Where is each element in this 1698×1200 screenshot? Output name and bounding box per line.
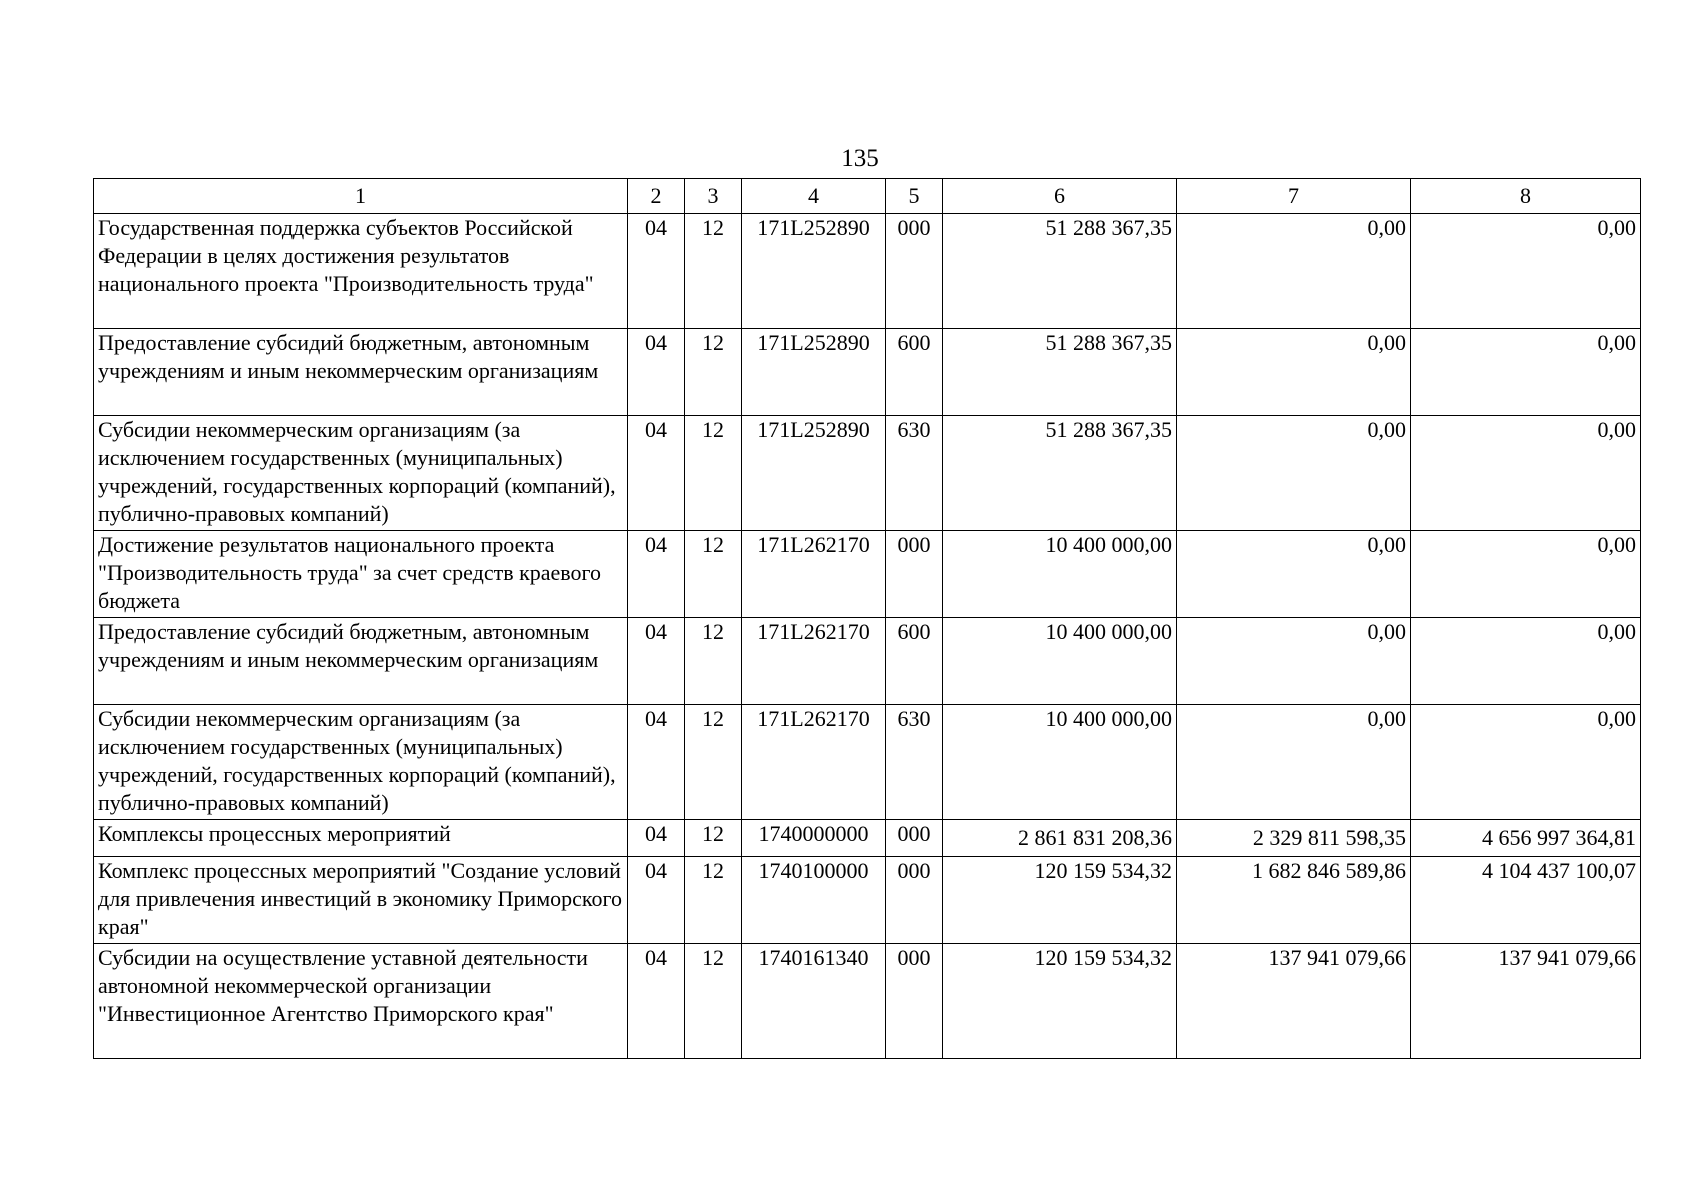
target-article-code: 171L252890 [742, 416, 886, 531]
section-code: 04 [628, 329, 685, 416]
expense-type-code: 600 [886, 329, 943, 416]
amount-col-6: 10 400 000,00 [943, 618, 1177, 705]
row-name: Достижение результатов национального проекта "Производительность труда" за счет средств краевого бюджета [94, 531, 628, 618]
amount-col-6: 10 400 000,00 [943, 531, 1177, 618]
amount-col-8: 0,00 [1411, 531, 1641, 618]
row-name: Комплекс процессных мероприятий "Создание условий для привлечения инвестиций в экономику Приморского края" [94, 857, 628, 944]
budget-table [93, 178, 1641, 1059]
subsection-code: 12 [685, 214, 742, 329]
target-article-code: 171L252890 [742, 329, 886, 416]
amount-col-7: 137 941 079,66 [1177, 944, 1411, 1059]
target-article-code: 1740161340 [742, 944, 886, 1059]
table-row [94, 857, 1641, 944]
row-name: Субсидии некоммерческим организациям (за исключением государственных (муниципальных) учреждений, государственных корпораций (компаний), публично-правовых компаний) [94, 705, 628, 820]
amount-col-8: 137 941 079,66 [1411, 944, 1641, 1059]
amount-col-8: 0,00 [1411, 705, 1641, 820]
amount-col-8: 0,00 [1411, 416, 1641, 531]
target-article-code: 1740100000 [742, 857, 886, 944]
amount-col-6: 120 159 534,32 [943, 857, 1177, 944]
expense-type-code: 000 [886, 944, 943, 1059]
section-code: 04 [628, 214, 685, 329]
section-code: 04 [628, 857, 685, 944]
amount-col-6: 51 288 367,35 [943, 416, 1177, 531]
section-code: 04 [628, 705, 685, 820]
amount-col-7: 0,00 [1177, 705, 1411, 820]
table-row [94, 329, 1641, 416]
table-row [94, 416, 1641, 531]
expense-type-code: 000 [886, 820, 943, 857]
subsection-code: 12 [685, 820, 742, 857]
subsection-code: 12 [685, 531, 742, 618]
expense-type-code: 630 [886, 705, 943, 820]
amount-col-6: 120 159 534,32 [943, 944, 1177, 1059]
section-code: 04 [628, 531, 685, 618]
table-row [94, 214, 1641, 329]
target-article-code: 171L262170 [742, 618, 886, 705]
amount-col-7: 2 329 811 598,35 [1177, 820, 1411, 857]
row-name: Субсидии на осуществление уставной деятельности автономной некоммерческой организации "Инвестиционное Агентство Приморского края" [94, 944, 628, 1059]
amount-col-8: 0,00 [1411, 214, 1641, 329]
subsection-code: 12 [685, 705, 742, 820]
row-name: Предоставление субсидий бюджетным, автономным учреждениям и иным некоммерческим организациям [94, 329, 628, 416]
amount-col-7: 0,00 [1177, 531, 1411, 618]
amount-col-8: 4 656 997 364,81 [1411, 820, 1641, 857]
section-code: 04 [628, 944, 685, 1059]
section-code: 04 [628, 618, 685, 705]
amount-col-6: 51 288 367,35 [943, 329, 1177, 416]
amount-col-6: 2 861 831 208,36 [943, 820, 1177, 857]
table-header-row [94, 179, 1641, 214]
amount-col-6: 51 288 367,35 [943, 214, 1177, 329]
expense-type-code: 000 [886, 214, 943, 329]
expense-type-code: 600 [886, 618, 943, 705]
row-name: Государственная поддержка субъектов Российской Федерации в целях достижения результатов национального проекта "Производительность труда" [94, 214, 628, 329]
amount-col-7: 0,00 [1177, 329, 1411, 416]
amount-col-8: 4 104 437 100,07 [1411, 857, 1641, 944]
column-header: 1 [94, 179, 628, 214]
target-article-code: 171L262170 [742, 705, 886, 820]
column-header: 5 [886, 179, 943, 214]
column-header: 3 [685, 179, 742, 214]
subsection-code: 12 [685, 857, 742, 944]
table-row [94, 618, 1641, 705]
column-header: 8 [1411, 179, 1641, 214]
row-name: Предоставление субсидий бюджетным, автономным учреждениям и иным некоммерческим организациям [94, 618, 628, 705]
amount-col-8: 0,00 [1411, 329, 1641, 416]
subsection-code: 12 [685, 329, 742, 416]
target-article-code: 171L262170 [742, 531, 886, 618]
table-row [94, 820, 1641, 857]
column-header: 6 [943, 179, 1177, 214]
section-code: 04 [628, 416, 685, 531]
target-article-code: 171L252890 [742, 214, 886, 329]
table-row [94, 705, 1641, 820]
amount-col-6: 10 400 000,00 [943, 705, 1177, 820]
column-header: 4 [742, 179, 886, 214]
table-row [94, 944, 1641, 1059]
section-code: 04 [628, 820, 685, 857]
column-header: 2 [628, 179, 685, 214]
column-header: 7 [1177, 179, 1411, 214]
table-row [94, 531, 1641, 618]
subsection-code: 12 [685, 944, 742, 1059]
target-article-code: 1740000000 [742, 820, 886, 857]
amount-col-7: 0,00 [1177, 214, 1411, 329]
expense-type-code: 000 [886, 531, 943, 618]
amount-col-7: 0,00 [1177, 416, 1411, 531]
page-number: 135 [841, 145, 879, 172]
row-name: Субсидии некоммерческим организациям (за исключением государственных (муниципальных) учреждений, государственных корпораций (компаний), публично-правовых компаний) [94, 416, 628, 531]
subsection-code: 12 [685, 416, 742, 531]
expense-type-code: 000 [886, 857, 943, 944]
amount-col-7: 0,00 [1177, 618, 1411, 705]
amount-col-7: 1 682 846 589,86 [1177, 857, 1411, 944]
row-name: Комплексы процессных мероприятий [94, 820, 628, 857]
subsection-code: 12 [685, 618, 742, 705]
amount-col-8: 0,00 [1411, 618, 1641, 705]
expense-type-code: 630 [886, 416, 943, 531]
